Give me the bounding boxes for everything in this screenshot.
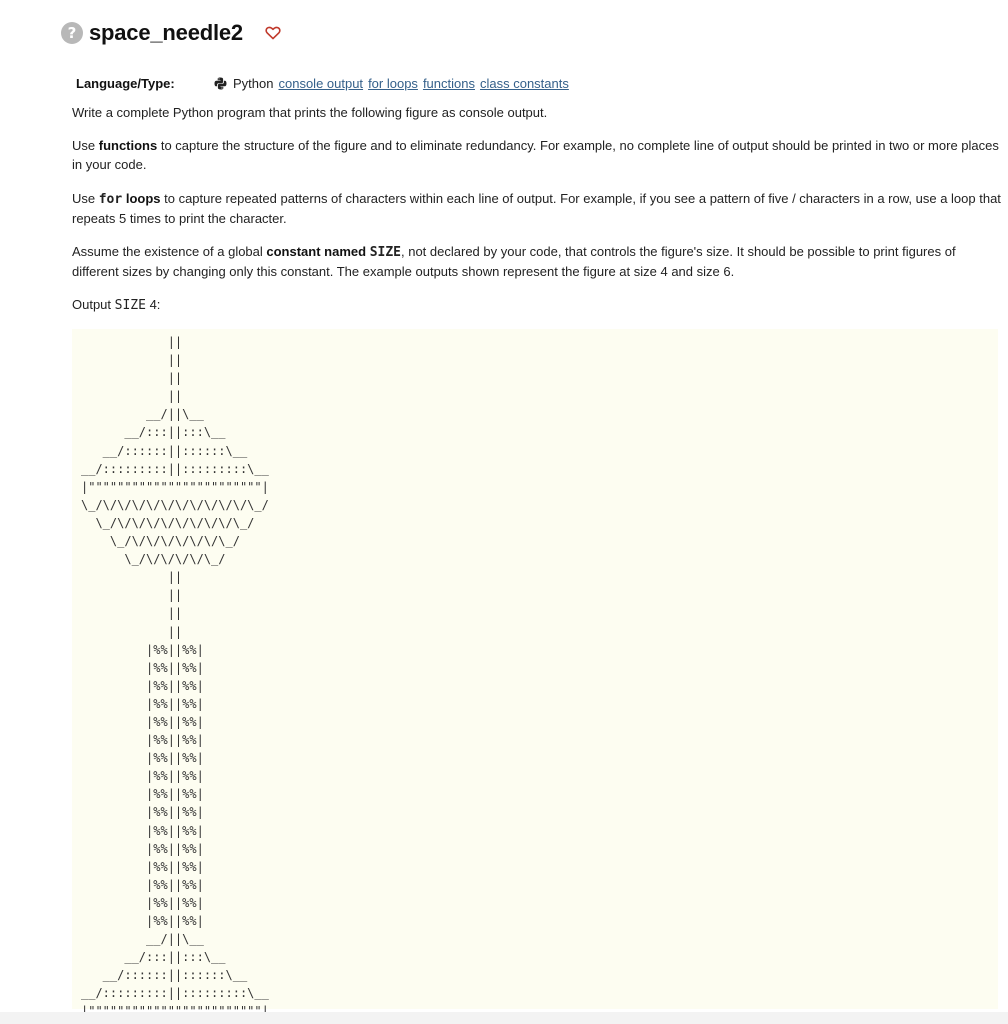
- output-line: |%%||%%|: [81, 787, 204, 802]
- output-line: ||: [81, 335, 183, 349]
- output-line: \_/\/\/\/\/\_/: [81, 552, 226, 567]
- output-line: \_/\/\/\/\/\/\/\_/: [81, 534, 240, 549]
- loops-keyword: loops: [122, 191, 161, 206]
- language-name: Python: [233, 76, 274, 91]
- heart-icon[interactable]: [265, 26, 281, 40]
- language-type-label: Language/Type:: [76, 76, 175, 91]
- output-line: |%%||%%|: [81, 696, 204, 711]
- description-paragraph-2: [72, 136, 1002, 174]
- meta-row: [76, 76, 574, 91]
- python-icon: [214, 77, 227, 90]
- output-line: |%%||%%|: [81, 733, 204, 748]
- output-line: __/||\__: [81, 932, 204, 947]
- output-line: |%%||%%|: [81, 895, 204, 910]
- paragraph-text: to capture the structure of the figure and to eliminate redundancy. For example, no complete line of output should be printed in two or more places in your code.: [72, 138, 999, 172]
- tag-functions[interactable]: functions: [422, 76, 475, 91]
- output-label-prefix: Output: [72, 297, 115, 312]
- output-line: \_/\/\/\/\/\/\/\/\/\_/: [81, 515, 255, 530]
- paragraph-text: Use: [72, 191, 99, 206]
- output-line: |%%||%%|: [81, 751, 204, 766]
- output-line: ||: [81, 389, 183, 404]
- description-paragraph-4: [72, 242, 1002, 281]
- paragraph-text: Assume the existence of a global: [72, 244, 267, 259]
- output-line: |%%||%%|: [81, 714, 204, 729]
- output-line: ||: [81, 624, 183, 639]
- output-line: __/||\__: [81, 407, 204, 422]
- description-paragraph-1: [72, 103, 1002, 122]
- output-line: |%%||%%|: [81, 914, 204, 928]
- constant-keyword: constant named: [266, 244, 370, 259]
- tag-class-constants[interactable]: class constants: [479, 76, 569, 91]
- output-line: ||: [81, 353, 183, 368]
- output-line: |""""""""""""""""""""""""|: [81, 479, 269, 494]
- paragraph-text: , not declared by your code, that controls the figure's size. It should be possible to print figures of different sizes by changing only this constant. The example outputs shown represent the figure at size 4 and size 6.: [72, 244, 956, 279]
- output-line: __/:::::::::||:::::::::\__: [81, 986, 269, 1001]
- functions-keyword: functions: [98, 138, 158, 153]
- output-line: \_/\/\/\/\/\/\/\/\/\/\/\_/: [81, 497, 269, 512]
- output-label-const: SIZE: [114, 298, 146, 313]
- output-line: |%%||%%|: [81, 823, 204, 838]
- output-line: ||: [81, 606, 183, 621]
- output-line: ||: [81, 570, 183, 585]
- output-line: |%%||%%|: [81, 678, 204, 693]
- output-line: |%%||%%|: [81, 877, 204, 892]
- output-line: ||: [81, 588, 183, 603]
- output-label: [72, 295, 1002, 315]
- output-line: __/:::||:::\__: [81, 425, 226, 440]
- output-line: |%%||%%|: [81, 859, 204, 874]
- expected-output-text: [81, 333, 269, 1021]
- paragraph-text: Write a complete Python program that prints the following figure as console output.: [72, 105, 548, 120]
- bottom-bar: [0, 1012, 1008, 1024]
- size-constant-code: SIZE: [369, 245, 401, 260]
- output-label-suffix: 4:: [145, 297, 161, 312]
- output-line: |%%||%%|: [81, 769, 204, 784]
- output-line: ||: [81, 371, 183, 386]
- expected-output-box: [72, 329, 998, 1009]
- output-line: |%%||%%|: [81, 660, 204, 675]
- output-line: __/::::::||::::::\__: [81, 968, 248, 983]
- output-line: |%%||%%|: [81, 841, 204, 856]
- output-line: |%%||%%|: [81, 805, 204, 820]
- output-line: __/:::::::::||:::::::::\__: [81, 461, 269, 476]
- for-keyword-code: for: [98, 192, 123, 207]
- paragraph-text: to capture repeated patterns of characters within each line of output. For example, if you see a pattern of five / characters in a row, use a loop that repeats 5 times to print the character.: [72, 191, 1001, 226]
- output-line: |%%||%%|: [81, 642, 204, 657]
- paragraph-text: Use: [72, 138, 99, 153]
- tag-console-output[interactable]: console output: [278, 76, 364, 91]
- title-row: [61, 20, 281, 46]
- output-line: __/::::::||::::::\__: [81, 443, 248, 458]
- help-icon[interactable]: ?: [61, 22, 83, 44]
- page-title: space_needle2: [89, 20, 243, 45]
- description-paragraph-3: [72, 189, 1002, 228]
- tag-for-loops[interactable]: for loops: [368, 76, 418, 91]
- output-line: __/:::||:::\__: [81, 950, 226, 965]
